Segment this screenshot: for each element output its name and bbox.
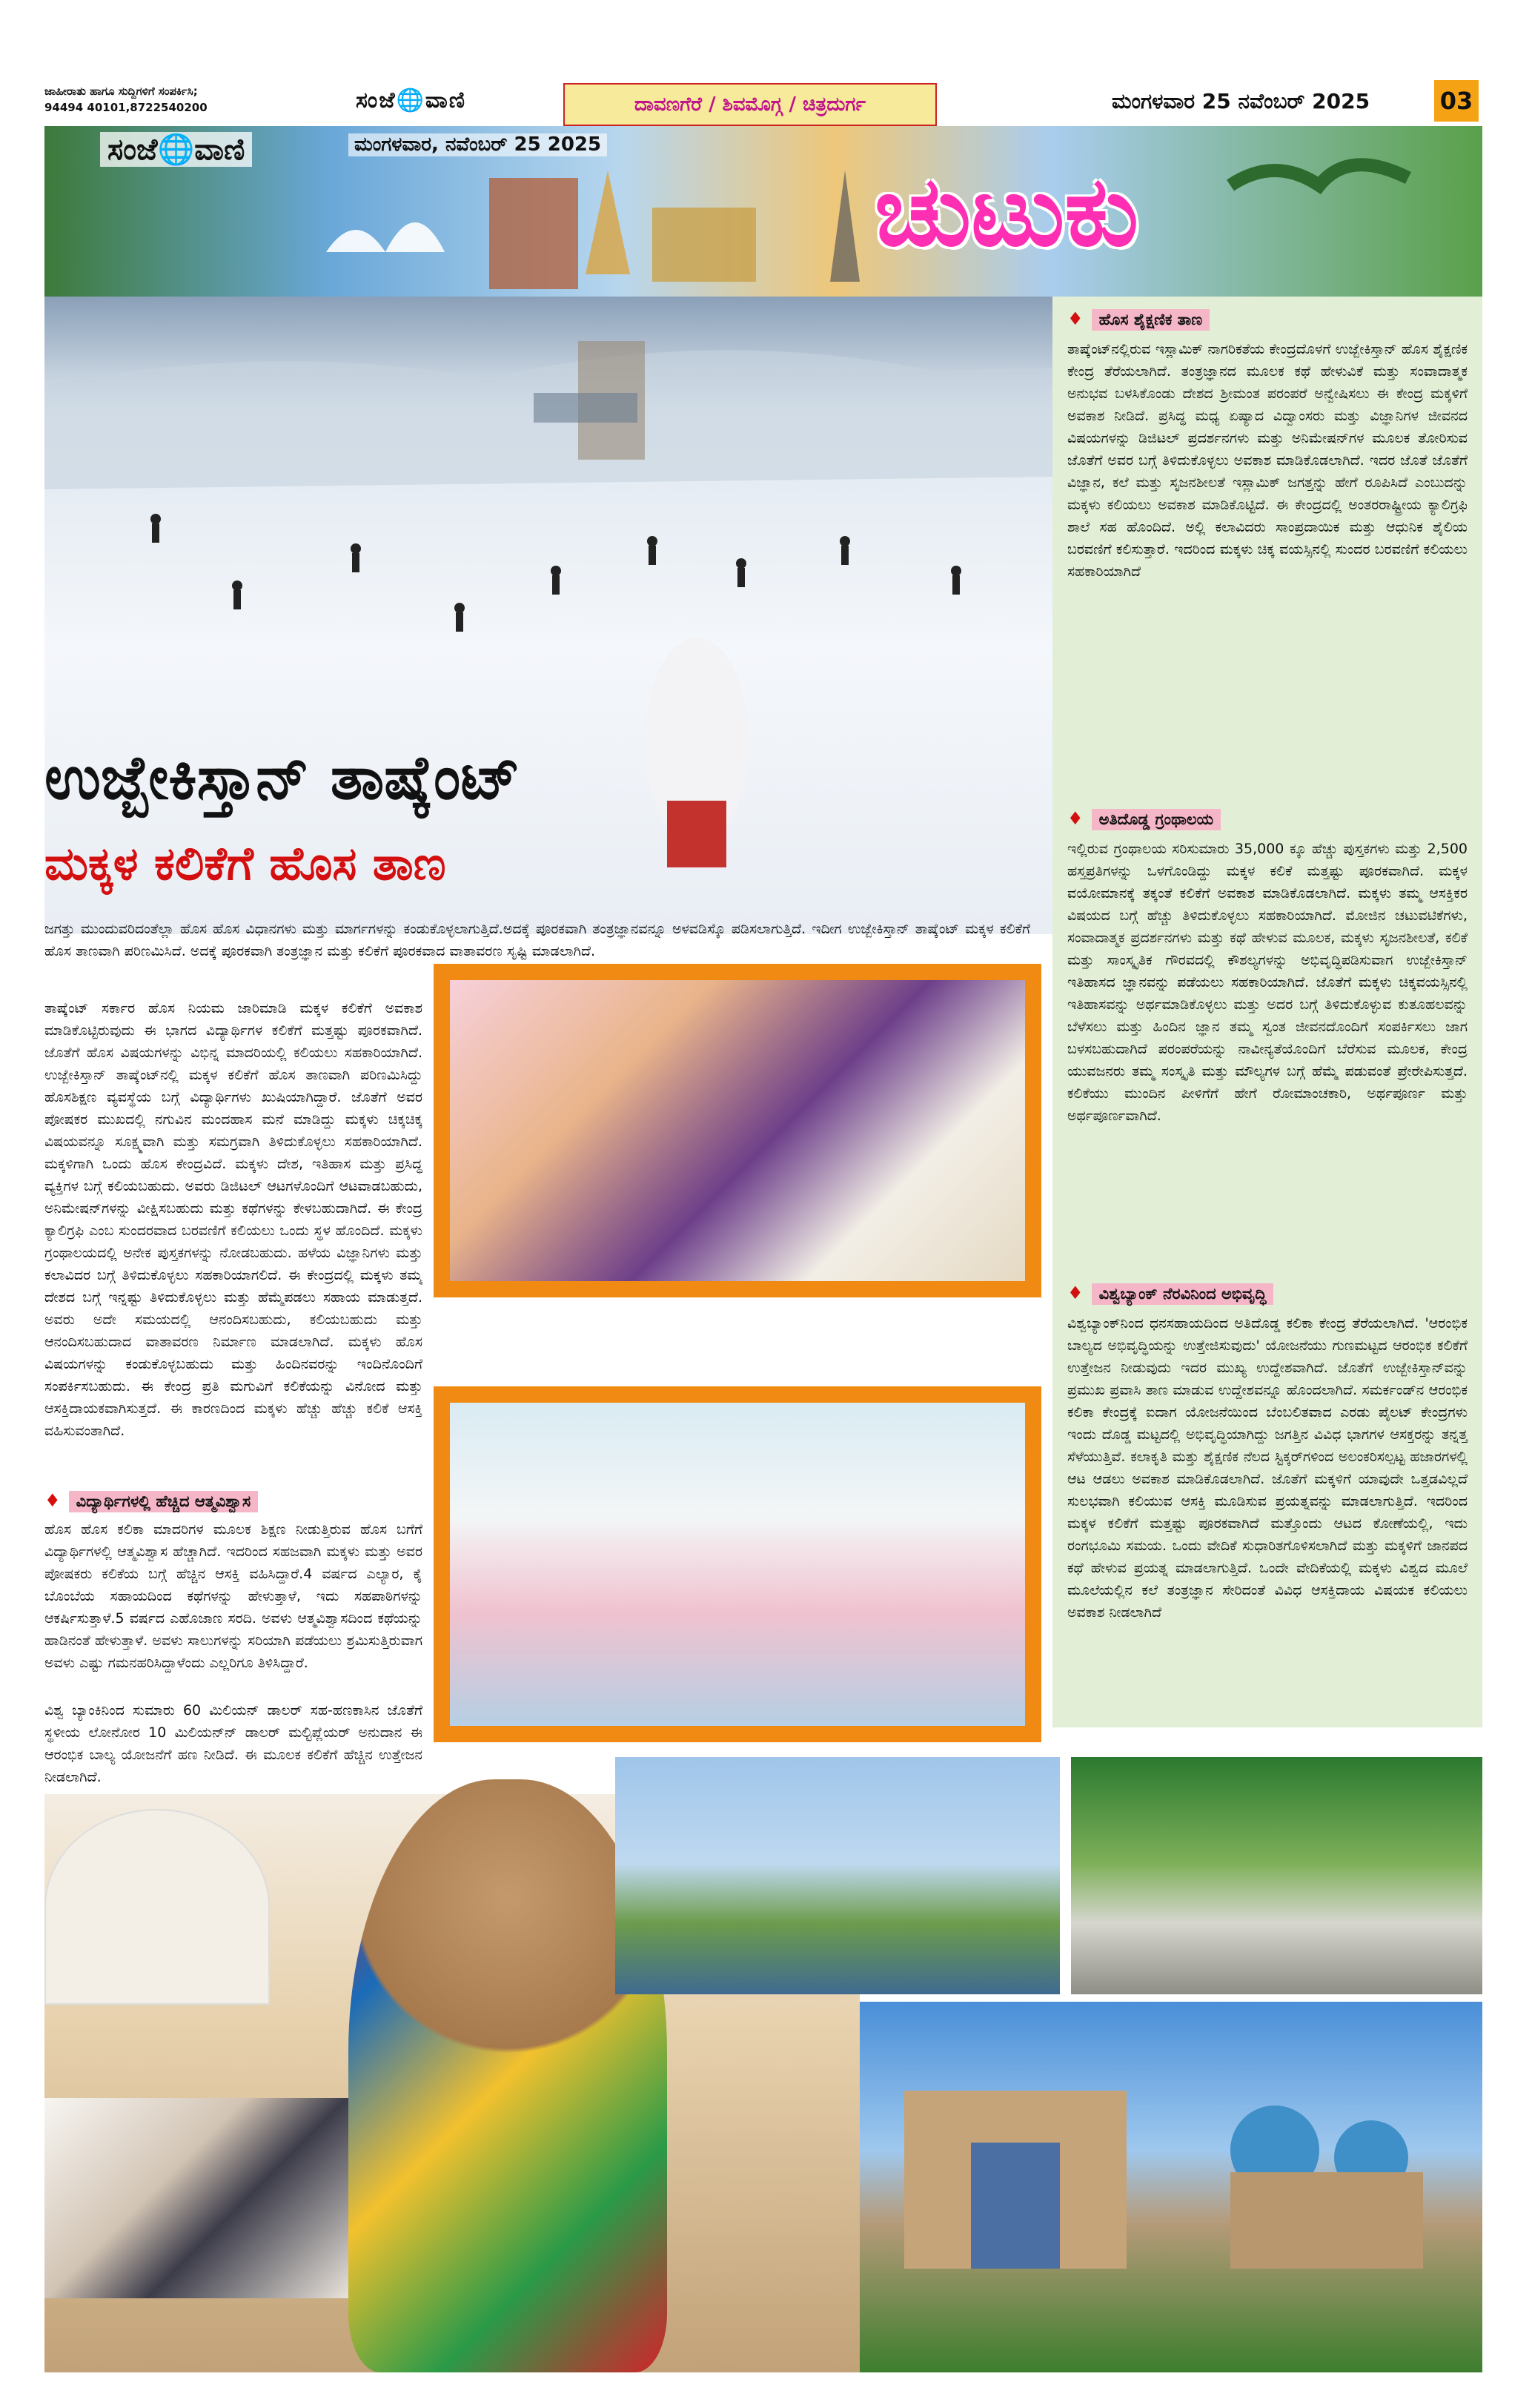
right-column-panel — [1052, 297, 1482, 1283]
diamond-icon: ♦ — [44, 1490, 61, 1511]
section-library — [1067, 808, 1468, 1127]
contact-ad: ಜಾಹೀರಾತು ಹಾಗೂ ಸುದ್ದಿಗಳಿಗೆ ಸಂಪರ್ಕಿಸಿ; 94494 40101,8722540200 — [44, 85, 208, 114]
diamond-icon: ♦ — [1067, 808, 1084, 829]
yurt-photo — [44, 1809, 270, 2005]
section-body-2: ವಿಶ್ವ ಬ್ಯಾಂಕಿನಿಂದ ಸುಮಾರು 60 ಮಿಲಿಯನ್ ಡಾಲರ್ ಸಹ-ಹಣಕಾಸಿನ ಜೊತೆಗೆ ಸ್ಥಳೀಯ ಲೋನೋರ 10 ಮಿಲಿಯನ್‌ನ್ ಡಾಲರ್ ಮಲ್ಟಿಪ್ಲೆಯರ್ ಅನುದಾನ ಈ ಆರಂಭಿಕ ಬಾಲ್ಯ ಯೋಜನೆಗೆ ಹಣ ನೀಡಿದೆ. ಈ ಮೂಲಕ ಕಲಿಕೆಗೆ ಹೆಚ್ಚಿನ ಉತ್ತೇಜನ ನೀಡಲಾಗಿದೆ. — [44, 1702, 422, 1785]
section-confidence — [44, 1490, 422, 1788]
article-left-column: ತಾಷ್ಕೆಂಟ್ ಸರ್ಕಾರ ಹೊಸ ನಿಯಮ ಜಾರಿಮಾಡಿ ಮಕ್ಕಳ ಕಲಿಕೆಗೆ ಅವಕಾಶ ಮಾಡಿಕೊಟ್ಟಿರುವುದು ಈ ಭಾಗದ ವಿದ್ಯಾರ್ಥಿಗಳ ಕಲಿಕೆಗೆ ಮತ್ತಷ್ಟು ಪೂರಕವಾಗಿದೆ. ಜೊತೆಗೆ ಹೊಸ ವಿಷಯಗಳನ್ನು ವಿಭಿನ್ನ ಮಾದರಿಯಲ್ಲಿ ಕಲಿಯಲು ಸಹಕಾರಿಯಾಗಿದೆ. ಉಜ್ಬೇಕಿಸ್ತಾನ್ ತಾಷ್ಕೆಂಟ್‌ನಲ್ಲಿ ಮಕ್ಕಳ ಕಲಿಕೆಗೆ ಹೊಸ ತಾಣವಾಗಿ ಪರಿಣಮಿಸಿದ್ದು ಹೊಸಶಿಕ್ಷಣ ವ್ಯವಸ್ಥೆಯ ಬಗ್ಗೆ ವಿದ್ಯಾರ್ಥಿಗಳು ಖುಷಿಯಾಗಿದ್ದಾರೆ. ಜೊತೆಗೆ ಅವರ ಪೋಷಕರ ಮುಖದಲ್ಲಿ ನಗುವಿನ ಮಂದಹಾಸ ಮನೆ ಮಾಡಿದ್ದು ಮಕ್ಕಳು ಚಿಕ್ಕಚಿಕ್ಕ ವಿಷಯವನ್ನೂ ಸೂಕ್ಷ್ಮವಾಗಿ ಮತ್ತು ಸಮಗ್ರವಾಗಿ ತಿಳಿದುಕೊಳ್ಳಲು ಸಹಕಾರಿಯಾಗಿದೆ. ಮಕ್ಕಳಿಗಾಗಿ ಒಂದು ಹೊಸ ಕೇಂದ್ರವಿದೆ. ಮಕ್ಕಳು ದೇಶ, ಇತಿಹಾಸ ಮತ್ತು ಪ್ರಸಿದ್ಧ ವ್ಯಕ್ತಿಗಳ ಬಗ್ಗೆ ಕಲಿಯಬಹುದು. ಅವರು ಡಿಜಿಟಲ್ ಆಟಗಳೊಂದಿಗೆ ಆಟವಾಡಬಹುದು, ಅನಿಮೇಷನ್‌ಗಳನ್ನು ವೀಕ್ಷಿಸಬಹುದು ಮತ್ತು ಕಥೆಗಳನ್ನು ಕೇಳಬಹುದಾಗಿದೆ. ಈ ಕೇಂದ್ರ ಕ್ಯಾಲಿಗ್ರಫಿ ಎಂಬ ಸುಂದರವಾದ ಬರವಣಿಗೆ ಕಲಿಯಲು ಒಂದು ಸ್ಥಳ ಹೊಂದಿದೆ. ಮಕ್ಕಳು ಗ್ರಂಥಾಲಯದಲ್ಲಿ ಅನೇಕ ಪುಸ್ತಕಗಳನ್ನು ನೋಡಬಹುದು. ಹಳೆಯ ವಿಜ್ಞಾನಿಗಳು ಮತ್ತು ಕಲಾವಿದರ ಬಗ್ಗೆ ತಿಳಿದುಕೊಳ್ಳಲು ಸಹಕಾರಿಯಾಗಲಿದೆ. ಈ ಕೇಂದ್ರದಲ್ಲಿ ಮಕ್ಕಳು ತಮ್ಮ ದೇಶದ ಬಗ್ಗೆ ಇನ್ನಷ್ಟು ತಿಳಿದುಕೊಳ್ಳಲು ಮತ್ತು ಹೆಮ್ಮೆಪಡಲು ಸಹಾಯ ಮಾಡುತ್ತದೆ. ಅವರು ಅದೇ ಸಮಯದಲ್ಲಿ ಆನಂದಿಸಬಹುದು, ಕಲಿಯಬಹುದು ಮತ್ತು ಆನಂದಿಸಬಹುದಾದ ವಾತಾವರಣ ನಿರ್ಮಾಣ ಮಾಡಲಾಗಿದೆ. ಮಕ್ಕಳು ಹೊಸ ವಿಷಯಗಳನ್ನು ಕಂಡುಕೊಳ್ಳಬಹುದು ಮತ್ತು ಹಿಂದಿನವರನ್ನು ಇಂದಿನೊಂದಿಗೆ ಸಂಪರ್ಕಿಸಬಹುದು. ಈ ಕೇಂದ್ರ ಪ್ರತಿ ಮಗುವಿಗೆ ಕಲಿಕೆಯನ್ನು ವಿನೋದ ಮತ್ತು ಆಸಕ್ತಿದಾಯಕವಾಗಿಸುತ್ತದೆ. ಈ ಕಾರಣದಿಂದ ಮಕ್ಕಳು ಹೆಚ್ಚು ಹೆಚ್ಚು ಕಲಿಕೆ ಆಸಕ್ತಿ ವಹಿಸುವಂತಾಗಿದೆ. — [44, 1000, 422, 1439]
header-date: ಮಂಗಳವಾರ 25 ನವೆಂಬರ್ 2025 — [1112, 89, 1370, 113]
headline: ಉಜ್ಬೇಕಿಸ್ತಾನ್ ತಾಷ್ಕೆಂಟ್ — [44, 743, 520, 813]
district-label: ದಾವಣಗೆರೆ / ಶಿವಮೊಗ್ಗ / ಚಿತ್ರದುರ್ಗ — [634, 93, 866, 116]
section-heading: ಹೊಸ ಶೈಕ್ಷಣಿಕ ತಾಣ — [1092, 309, 1210, 331]
diamond-icon: ♦ — [1067, 1283, 1084, 1303]
street-market-photo — [1071, 1757, 1482, 1994]
children-puppet-photo — [434, 1386, 1041, 1742]
students-reading-photo — [44, 2098, 348, 2298]
banner-collage — [44, 126, 1482, 297]
section-heading: ವಿಶ್ವಬ್ಯಾಂಕ್ ನೆರವಿನಿಂದ ಅಭಿವೃದ್ಧಿ — [1092, 1283, 1274, 1305]
castle-park-photo — [615, 1757, 1060, 1994]
diamond-icon: ♦ — [1067, 308, 1084, 329]
mosque-drawing — [860, 2002, 1482, 2372]
subheadline: ಮಕ್ಕಳ ಕಲಿಕೆಗೆ ಹೊಸ ತಾಣ — [44, 836, 446, 890]
section-body: ಇಲ್ಲಿರುವ ಗ್ರಂಥಾಲಯ ಸರಿಸುಮಾರು 35,000 ಕ್ಕೂ ಹೆಚ್ಚು ಪುಸ್ತಕಗಳು ಮತ್ತು 2,500 ಹಸ್ತಪ್ರತಿಗಳನ್ನು ಒಳಗೊಂಡಿದ್ದು ಮಕ್ಕಳ ಕಲಿಕೆ ಮತ್ತಷ್ಟು ಪೂರಕವಾಗಿದೆ. ಮಕ್ಕಳ ವಯೋಮಾನಕ್ಕೆ ತಕ್ಕಂತೆ ಕಲಿಕೆಗೆ ಅವಕಾಶ ಮಾಡಿಕೊಡಲಾಗಿದೆ. ಮಕ್ಕಳು ತಮ್ಮ ಆಸಕ್ತಿಕರ ವಿಷಯದ ಬಗ್ಗೆ ಹೆಚ್ಚು ತಿಳಿದುಕೊಳ್ಳಲು ಸಹಕಾರಿಯಾಗಿದೆ. ಮೋಜಿನ ಚಟುವಟಿಕೆಗಳು, ಸಂವಾದಾತ್ಮಕ ಪ್ರದರ್ಶನಗಳು ಮತ್ತು ಕಥೆ ಹೇಳುವ ಮೂಲಕ, ಮಕ್ಕಳು ಸೃಜನಶೀಲತೆ, ಕಲಿಕೆ ಮತ್ತು ಸಾಂಸ್ಕೃತಿಕ ಗೌರವದಲ್ಲಿ ಕೌಶಲ್ಯಗಳನ್ನು ಅಭಿವೃದ್ಧಿಪಡಿಸುವಾಗ ಉಜ್ಬೇಕಿಸ್ತಾನ್ ಇತಿಹಾಸದ ಜ್ಞಾನವನ್ನು ಪಡೆಯಲು ಸಹಕಾರಿಯಾಗಿದೆ. ಜೊತೆಗೆ ಮಕ್ಕಳು ಚಿಕ್ಕವಯಸ್ಸಿನಲ್ಲಿ ಇತಿಹಾಸವನ್ನು ಅರ್ಥಮಾಡಿಕೊಳ್ಳಲು ಮತ್ತು ಅದರ ಬಗ್ಗೆ ತಿಳಿದುಕೊಳ್ಳುವ ಕುತೂಹಲವನ್ನು ಬೆಳೆಸಲು ಮತ್ತು ಹಿಂದಿನ ಜ್ಞಾನ ತಮ್ಮ ಸ್ವಂತ ಜೀವನದೊಂದಿಗೆ ಸಂಪರ್ಕಿಸಲು ಜಾಗ ಬಳಸಬಹುದಾಗಿದೆ ಪರಂಪರೆಯನ್ನು ನಾವೀನ್ಯತೆಯೊಂದಿಗೆ ಬೆರೆಸುವ ಮೂಲಕ, ಕೇಂದ್ರ ಯುವಜನರು ತಮ್ಮ ಸಂಸ್ಕೃತಿ ಮತ್ತು ಮೌಲ್ಯಗಳ ಬಗ್ಗೆ ಹೆಮ್ಮೆ ಪಡುವಂತೆ ಪ್ರೇರೇಪಿಸುತ್ತದೆ. ಕಲಿಕೆಯು ಮುಂದಿನ ಪೀಳಿಗೆಗೆ ಹೇಗೆ ರೋಮಾಂಚಕಾರಿ, ಅರ್ಥಪೂರ್ಣ ಮತ್ತು ಅರ್ಥಪೂರ್ಣವಾಗಿದೆ. — [1067, 841, 1468, 1124]
section-new-center — [1067, 308, 1468, 583]
section-title: ಚುಟುಕು — [875, 155, 1139, 268]
page-number — [1434, 80, 1479, 122]
banner-date: ಮಂಗಳವಾರ, ನವೆಂಬರ್ 25 2025 — [348, 133, 607, 156]
section-body: ವಿಶ್ವಬ್ಯಾಂಕ್‌ನಿಂದ ಧನಸಹಾಯದಿಂದ ಅತಿದೊಡ್ಡ ಕಲಿಕಾ ಕೇಂದ್ರ ತೆರೆಯಲಾಗಿದೆ. 'ಆರಂಭಿಕ ಬಾಲ್ಯದ ಅಭಿವೃದ್ಧಿಯನ್ನು ಉತ್ತೇಜಿಸುವುದು' ಯೋಜನೆಯು ಗುಣಮಟ್ಟದ ಆರಂಭಿಕ ಕಲಿಕೆಗೆ ಉತ್ತೇಜನ ನೀಡುವುದು ಇದರ ಮುಖ್ಯ ಉದ್ದೇಶವಾಗಿದೆ. ಜೊತೆಗೆ ಉಜ್ಬೇಕಿಸ್ತಾನ್‌ವನ್ನು ಪ್ರಮುಖ ಪ್ರವಾಸಿ ತಾಣ ಮಾಡುವ ಉದ್ದೇಶವನ್ನೂ ಹೊಂದಲಾಗಿದೆ. ಸಮರ್ಕಂಡ್‌ನ ಆರಂಭಿಕ ಕಲಿಕಾ ಕೇಂದ್ರಕ್ಕೆ ಐದಾಗ ಯೋಜನೆಯಿಂದ ಬೆಂಬಲಿತವಾದ ಎರಡು ಪೈಲಟ್ ಕೇಂದ್ರಗಳು ಇಂದು ದೊಡ್ಡ ಮಟ್ಟದಲ್ಲಿ ಅಭಿವೃದ್ಧಿಯಾಗಿದ್ದು ಜಗತ್ತಿನ ವಿವಿಧ ಭಾಗಗಳ ಆಸಕ್ತರನ್ನು ತನ್ನತ್ತ ಸೆಳೆಯುತ್ತಿವೆ. ಕಲಾಕೃತಿ ಮತ್ತು ಶೈಕ್ಷಣಿಕ ನೆಲದ ಸ್ಟಿಕ್ಕರ್‌ಗಳಿಂದ ಅಲಂಕರಿಸಲ್ಪಟ್ಟ ಹಜಾರಗಳಲ್ಲಿ ಆಟ ಆಡಲು ಅವಕಾಶ ಮಾಡಿಕೊಡಲಾಗಿದೆ. ಜೊತೆಗೆ ಮಕ್ಕಳಿಗೆ ಯಾವುದೇ ಒತ್ತಡವಿಲ್ಲದೆ ಸುಲಭವಾಗಿ ಕಲಿಯುವ ಆಸಕ್ತಿ ಮೂಡಿಸುವ ಪ್ರಯತ್ನವನ್ನು ಮಾಡಲಾಗುತ್ತಿದೆ. ಇದರಿಂದ ಮಕ್ಕಳ ಕಲಿಕೆಗೆ ಮತ್ತಷ್ಟು ಪೂರಕವಾಗಿದೆ ಮತ್ತೊಂದು ಆಟದ ಕೋಣೆಯಲ್ಲಿ, ಇದು ರಂಗಭೂಮಿ ಸಮಯ. ಒಂದು ವೇದಿಕೆ ಸುಧಾರಿತಗೊಳಿಸಲಾಗಿದೆ ಮತ್ತು ಮಕ್ಕಳಿಗೆ ಜಾನಪದ ಕಥೆ ಹೇಳುವ ಪ್ರಯತ್ನ ಮಾಡಲಾಗುತ್ತಿದೆ. ಒಂದೇ ವೇದಿಕೆಯಲ್ಲಿ ಮಕ್ಕಳು ವಿಶ್ವದ ಮೂಲೆ ಮೂಲೆಯಲ್ಲಿನ ಕಲೆ ತಂತ್ರಜ್ಞಾನ ಸೇರಿದಂತೆ ವಿವಿಧ ಆಸಕ್ತಿದಾಯ ವಿಷಯಕ ಕಲಿಯಲು ಅವಕಾಶ ನೀಡಲಾಗಿದೆ — [1067, 1315, 1468, 1621]
section-body: ಹೊಸ ಹೊಸ ಕಲಿಕಾ ಮಾದರಿಗಳ ಮೂಲಕ ಶಿಕ್ಷಣ ನೀಡುತ್ತಿರುವ ಹೊಸ ಬಗೆಗೆ ವಿದ್ಯಾರ್ಥಿಗಳಲ್ಲಿ ಆತ್ಮವಿಶ್ವಾಸ ಹೆಚ್ಚಾಗಿದೆ. ಇದರಿಂದ ಸಹಜವಾಗಿ ಮಕ್ಕಳು ಮತ್ತು ಅವರ ಪೋಷಕರು ಕಲಿಕೆಯ ಬಗ್ಗೆ ಹೆಚ್ಚಿನ ಆಸಕ್ತಿ ವಹಿಸಿದ್ದಾರೆ.4 ವರ್ಷದ ಎಲ್ಯಾರ, ಕೈ ಬೊಂಬೆಯ ಸಹಾಯದಿಂದ ಕಥೆಗಳನ್ನು ಹೇಳುತ್ತಾಳೆ, ಇದು ಸಹಪಾಠಿಗಳನ್ನು ಆಕರ್ಷಿಸುತ್ತಾಳೆ.5 ವರ್ಷದ ಎಹೊಜಾಣ ಸರದಿ. ಅವಳು ಆತ್ಮವಿಶ್ವಾಸದಿಂದ ಕಥೆಯನ್ನು ಹಾಡಿನಂತೆ ಹೇಳುತ್ತಾಳೆ. ಅವಳು ಸಾಲುಗಳನ್ನು ಸರಿಯಾಗಿ ಪಡೆಯಲು ಶ್ರಮಿಸುತ್ತಿರುವಾಗ ಅವಳು ಎಷ್ಟು ಗಮನಹರಿಸಿದ್ದಾಳೆಂದು ಎಲ್ಲರಿಗೂ ತಿಳಿಸಿದ್ದಾರೆ. — [44, 1521, 422, 1671]
right-column-panel-lower — [1052, 1283, 1482, 1727]
banner-landmarks — [44, 126, 1482, 297]
section-body: ತಾಷ್ಕೆಂಟ್‌ನಲ್ಲಿರುವ ಇಸ್ಲಾಮಿಕ್ ನಾಗರಿಕತೆಯ ಕೇಂದ್ರದೊಳಗೆ ಉಜ್ಬೇಕಿಸ್ತಾನ್ ಹೊಸ ಶೈಕ್ಷಣಿಕ ಕೇಂದ್ರ ತೆರೆಯಲಾಗಿದೆ. ತಂತ್ರಜ್ಞಾನದ ಮೂಲಕ ಕಥೆ ಹೇಳುವಿಕೆ ಮತ್ತು ಸಂವಾದಾತ್ಮಕ ಅನುಭವ ಬಳಸಿಕೊಂಡು ದೇಶದ ಶ್ರೀಮಂತ ಪರಂಪರೆ ಅನ್ವೇಷಿಸಲು ಈ ಕೇಂದ್ರ ಮಕ್ಕಳಿಗೆ ಅವಕಾಶ ನೀಡಿದೆ. ಪ್ರಸಿದ್ಧ ಮಧ್ಯ ಏಷ್ಯಾದ ವಿದ್ವಾಂಸರು ಮತ್ತು ವಿಜ್ಞಾನಿಗಳ ಜೀವನದ ವಿಷಯಗಳನ್ನು ಡಿಜಿಟಲ್ ಪ್ರದರ್ಶನಗಳು ಮತ್ತು ಅನಿಮೇಷನ್‌ಗಳ ಮೂಲಕ ತೋರಿಸುವ ಜೊತೆಗೆ ಅವರ ಬಗ್ಗೆ ತಿಳಿದುಕೊಳ್ಳಲು ಅವಕಾಶ ಮಾಡಿಕೊಡಲಾಗಿದೆ. ಇದರ ಜೊತೆ ಜೊತೆಗೆ ವಿಜ್ಞಾನ, ಕಲೆ ಮತ್ತು ಸೃಜನಶೀಲತೆ ಇಸ್ಲಾಮಿಕ್ ಜಗತ್ತನ್ನು ಹೇಗೆ ರೂಪಿಸಿದೆ ಎಂಬುದನ್ನು ಮಕ್ಕಳು ಕಲಿಯಲು ಅವಕಾಶ ಮಾಡಿಕೊಟ್ಟಿದೆ. ಈ ಕೇಂದ್ರದಲ್ಲಿ ಅಂತರರಾಷ್ಟ್ರೀಯ ಕ್ಯಾಲಿಗ್ರಫಿ ಶಾಲೆ ಸಹ ಹೊಂದಿದೆ. ಅಲ್ಲಿ ಕಲಾವಿದರು ಸಾಂಪ್ರದಾಯಿಕ ಮತ್ತು ಆಧುನಿಕ ಶೈಲಿಯ ಬರವಣಿಗೆ ಕಲಿಸುತ್ತಾರೆ. ಇದರಿಂದ ಮಕ್ಕಳು ಚಿಕ್ಕ ವಯಸ್ಸಿನಲ್ಲಿ ಸುಂದರ ಬರವಣಿಗೆ ಕಲಿಯಲು ಸಹಕಾರಿಯಾಗಿದೆ — [1067, 341, 1468, 580]
child-drawing-photo — [434, 964, 1041, 1297]
masthead-logo: ಸಂಜೆ🌐ವಾಣಿ — [356, 87, 467, 113]
mosque-photo — [860, 2002, 1482, 2372]
district-bar — [563, 83, 937, 126]
section-worldbank — [1067, 1283, 1468, 1624]
section-heading: ವಿದ್ಯಾರ್ಥಿಗಳಲ್ಲಿ ಹೆಚ್ಚಿದ ಆತ್ಮವಿಶ್ವಾಸ — [69, 1491, 259, 1512]
page-number-label: 03 — [1439, 87, 1473, 115]
section-heading: ಅತಿದೊಡ್ಡ ಗ್ರಂಥಾಲಯ — [1092, 809, 1221, 830]
banner-logo: ಸಂಜೆ🌐ವಾಣಿ — [100, 132, 252, 167]
article-lede: ಜಗತ್ತು ಮುಂದುವರಿದಂತೆಲ್ಲಾ ಹೊಸ ಹೊಸ ವಿಧಾನಗಳು ಮತ್ತು ಮಾರ್ಗಗಳನ್ನು ಕಂಡುಕೊಳ್ಳಲಾಗುತ್ತಿದೆ.ಅದಕ್ಕೆ ಪೂರಕವಾಗಿ ತಂತ್ರಜ್ಞಾನವನ್ನೂ ಅಳವಡಿಸ್ಕೊ ಪಡಿಸಲಾಗುತ್ತಿದೆ. ಇದೀಗ ಉಜ್ಬೇಕಿಸ್ತಾನ್ ತಾಷ್ಕೆಂಟ್ ಮಕ್ಕಳ ಕಲಿಕೆಗೆ ಹೊಸ ತಾಣವಾಗಿ ಪರಿಣಮಿಸಿದೆ. ಅದಕ್ಕೆ ಪೂರಕವಾಗಿ ತಂತ್ರಜ್ಞಾನ ಮತ್ತು ಕಲಿಕೆಗೆ ಪೂರಕವಾದ ವಾತಾವರಣ ಸೃಷ್ಟಿ ಮಾಡಲಾಗಿದೆ. — [44, 921, 1030, 959]
